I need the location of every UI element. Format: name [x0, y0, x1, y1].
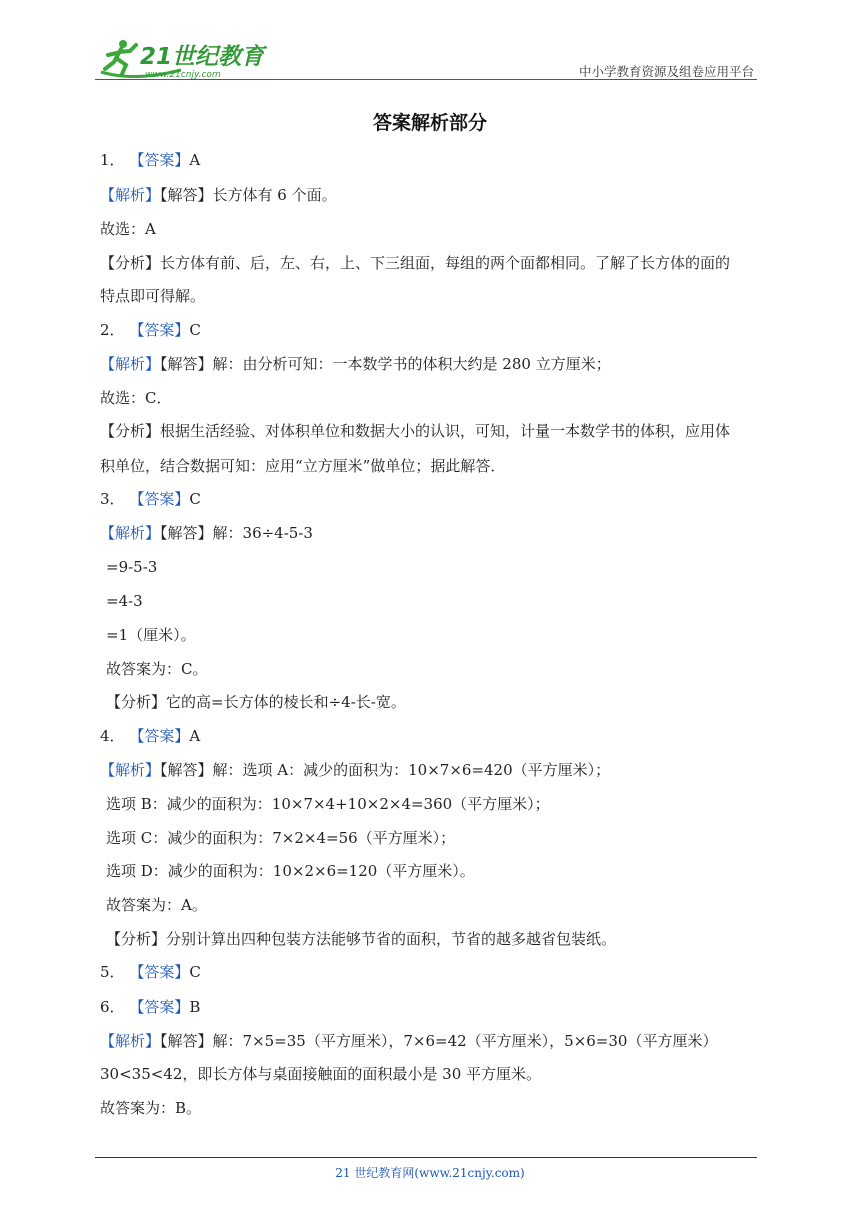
q1-solution-line — [100, 185, 337, 205]
q2-answer: C — [189, 321, 201, 339]
logo-url: www.21cnjy.com — [145, 70, 221, 80]
q6-number: 6． — [100, 998, 125, 1016]
q1-analysis-2: 特点即可得解。 — [100, 287, 206, 305]
q5-number: 5． — [100, 963, 125, 981]
q1-answer-line — [100, 150, 200, 170]
solution-tag: 【解答】 — [160, 1032, 213, 1050]
q4-option-c: 选项 C：减少的面积为：7×2×4=56（平方厘米）； — [106, 829, 456, 847]
reason-tag: 【分析】 — [106, 693, 167, 711]
page-header — [95, 36, 757, 82]
q4-analysis: 分别计算出四种包装方法能够节省的面积，节省的越多越省包装纸。 — [166, 930, 617, 948]
answer-tag: 【答案】 — [129, 963, 190, 981]
q1-number: 1． — [100, 151, 125, 169]
solution-tag: 【解答】 — [160, 761, 213, 779]
page-title: 答案解析部分 — [372, 112, 487, 134]
q3-step-3: =1（厘米）。 — [106, 626, 196, 644]
q1-analysis-1: 长方体有前、后，左、右，上、下三组面，每组的两个面都相同。了解了长方体的面的 — [160, 254, 731, 272]
analysis-tag: 【解析】 — [100, 524, 161, 542]
q2-answer-line — [100, 320, 201, 340]
q5-answer-line — [100, 962, 201, 982]
q3-analysis-line — [106, 692, 406, 712]
q3-choice: 故答案为：C。 — [106, 660, 208, 678]
q4-solution-line — [100, 760, 610, 780]
q4-analysis-line — [106, 929, 616, 949]
q2-analysis-1: 根据生活经验、对体积单位和数据大小的认识，可知，计量一本数学书的体积，应用体 — [160, 422, 731, 440]
solution-tag: 【解答】 — [160, 355, 213, 373]
q4-answer: A — [189, 727, 201, 745]
q6-answer-line — [100, 997, 200, 1017]
q3-answer-line — [100, 489, 201, 509]
header-divider — [95, 79, 757, 80]
q2-solution: 解：由分析可知：一本数学书的体积大约是 280 立方厘米； — [212, 355, 611, 373]
reason-tag: 【分析】 — [106, 930, 167, 948]
solution-tag: 【解答】 — [160, 524, 213, 542]
q3-answer: C — [189, 490, 201, 508]
reason-tag: 【分析】 — [100, 422, 161, 440]
q4-option-b: 选项 B：减少的面积为：10×7×4+10×2×4=360（平方厘米）； — [106, 795, 550, 813]
q1-answer: A — [189, 151, 201, 169]
q2-analysis-line — [100, 421, 730, 441]
q6-solution: 解：7×5=35（平方厘米），7×6=42（平方厘米），5×6=30（平方厘米） — [212, 1032, 718, 1050]
q2-analysis-2: 积单位，结合数据可知：应用“立方厘米”做单位；据此解答． — [100, 457, 506, 475]
q3-solution: 解：36÷4-5-3 — [212, 524, 313, 542]
q6-choice: 故答案为：B。 — [100, 1099, 202, 1117]
solution-tag: 【解答】 — [160, 186, 213, 204]
q4-number: 4． — [100, 727, 125, 745]
q4-answer-line — [100, 726, 200, 746]
q3-analysis: 它的高=长方体的棱长和÷4-长-宽。 — [166, 693, 406, 711]
q5-answer: C — [189, 963, 201, 981]
q3-step-1: =9-5-3 — [106, 558, 158, 576]
q1-solution: 长方体有 6 个面。 — [212, 186, 337, 204]
q4-solution: 解：选项 A：减少的面积为：10×7×6=420（平方厘米）； — [212, 761, 611, 779]
q2-choice: 故选：C． — [100, 389, 172, 407]
logo-text: 21世纪教育 — [140, 44, 265, 70]
answer-tag: 【答案】 — [129, 321, 190, 339]
answer-tag: 【答案】 — [129, 490, 190, 508]
q4-choice: 故答案为：A。 — [106, 896, 207, 914]
platform-name: 中小学教育资源及组卷应用平台 — [578, 64, 754, 79]
q6-solution-line — [100, 1031, 717, 1051]
q1-analysis-line — [100, 253, 730, 273]
logo-21cnjy — [95, 36, 270, 82]
reason-tag: 【分析】 — [100, 254, 161, 272]
q6-answer: B — [189, 998, 201, 1016]
answer-tag: 【答案】 — [129, 998, 190, 1016]
q6-line-2: 30<35<42，即长方体与桌面接触面的面积最小是 30 平方厘米。 — [100, 1065, 542, 1083]
q4-option-d: 选项 D：减少的面积为：10×2×6=120（平方厘米）。 — [106, 862, 475, 880]
q2-number: 2． — [100, 321, 125, 339]
q3-number: 3． — [100, 490, 125, 508]
page-footer: 21 世纪教育网(www.21cnjy.com) — [335, 1166, 525, 1180]
footer-divider — [95, 1157, 757, 1158]
analysis-tag: 【解析】 — [100, 186, 161, 204]
q3-solution-line — [100, 523, 313, 543]
q1-choice: 故选：A — [100, 220, 156, 238]
q3-step-2: =4-3 — [106, 592, 143, 610]
analysis-tag: 【解析】 — [100, 761, 161, 779]
answer-tag: 【答案】 — [129, 727, 190, 745]
q2-solution-line — [100, 354, 611, 374]
analysis-tag: 【解析】 — [100, 1032, 161, 1050]
analysis-tag: 【解析】 — [100, 355, 161, 373]
answer-tag: 【答案】 — [129, 151, 190, 169]
